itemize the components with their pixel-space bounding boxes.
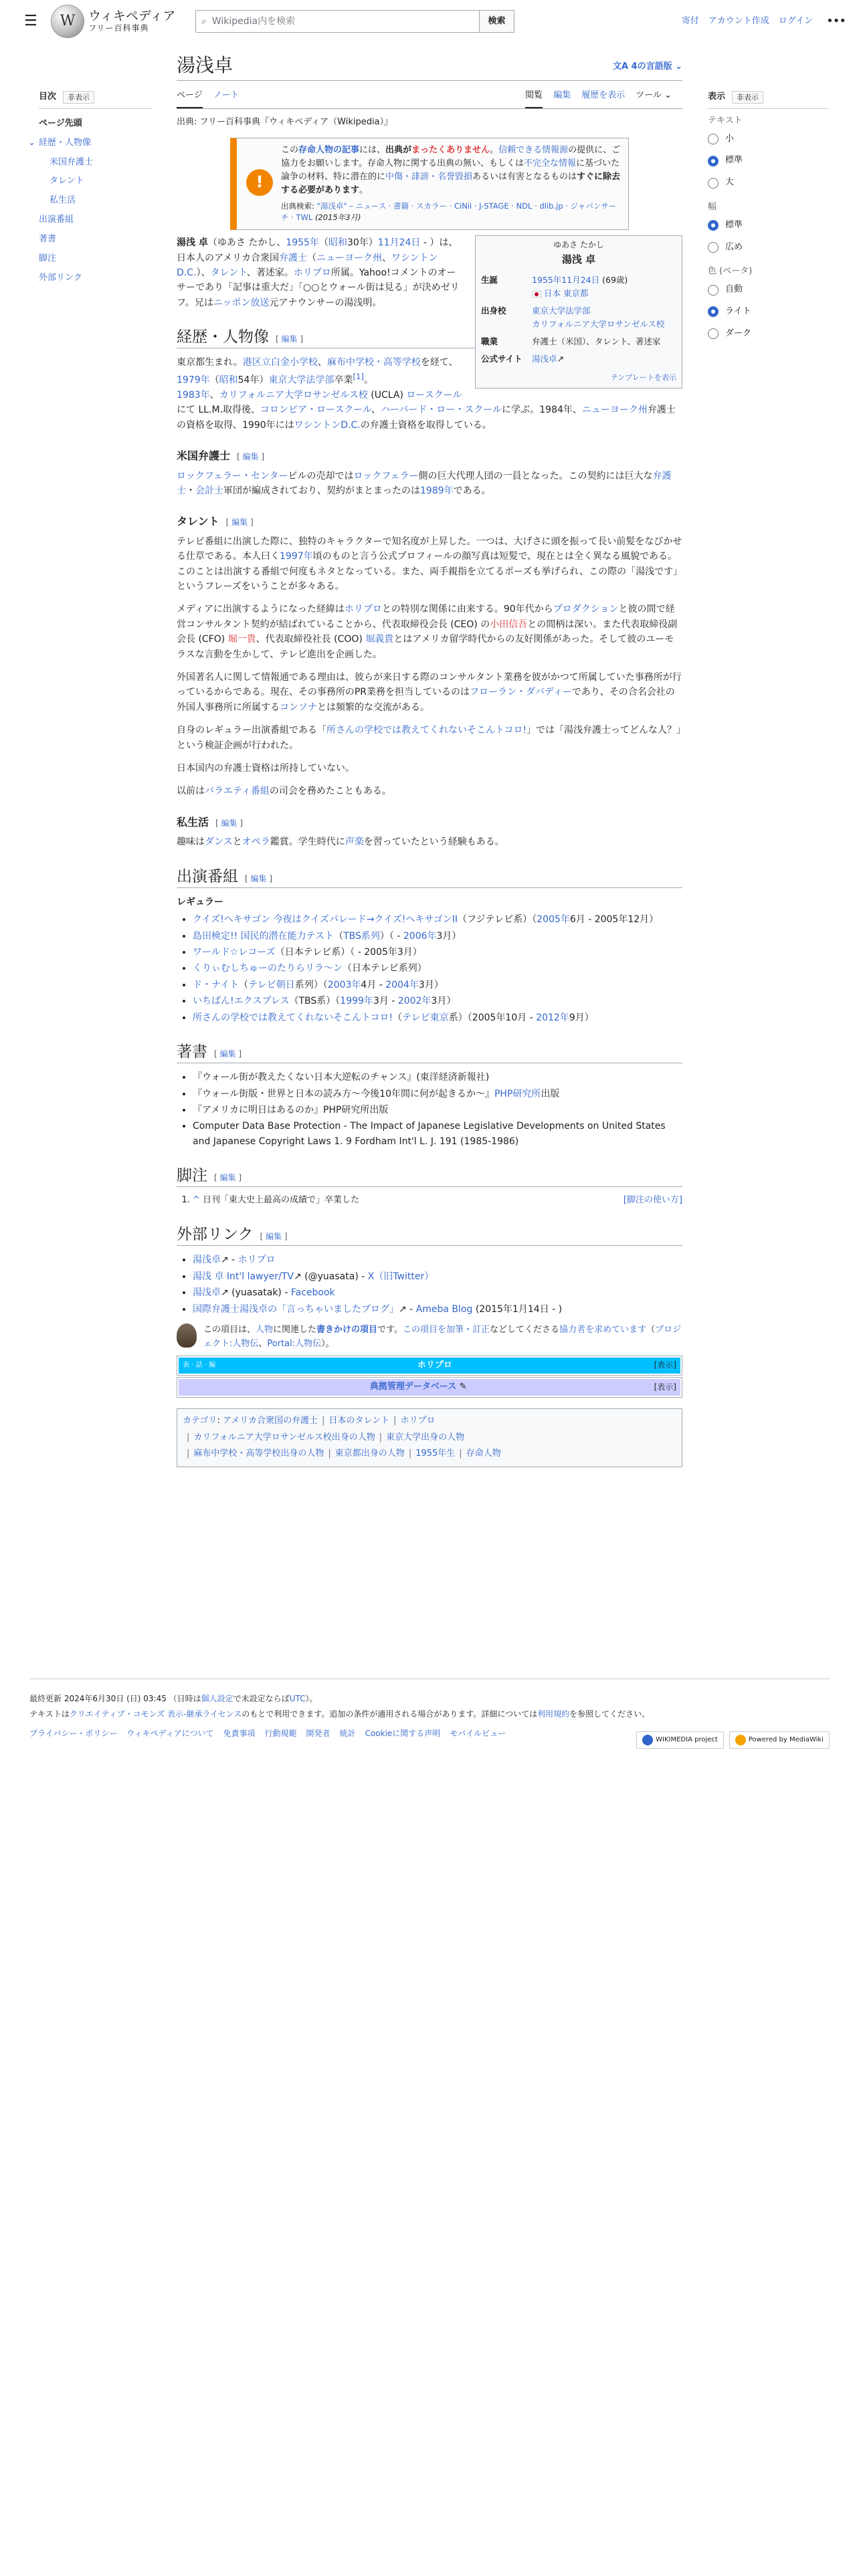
main-menu-icon[interactable]: ☰ [24, 13, 37, 30]
source-search: 出典検索: "湯浅卓" – ニュース · 書籍 · スカラー · CiNii · J-STAGE · NDL · dlib.jp · ジャパンサーチ · TWL (2015年3月) [281, 201, 617, 223]
list-item: • ワールド☆レコーズ（日本テレビ系）（ - 2005年3月） [193, 945, 682, 960]
talent-paragraph-1: テレビ番組に出演した際に、独特のキャラクターで知名度が上昇した。一つは、大げさに頭を振って長い前髪をなびかせる仕草である。本人曰く1997年頃のものと言う公式プロフィールの顔写真は短髪で、現在とは全く異なる風貌である。このことは出演する番組で何度もネタとなっている。また、両手親指を立てるポーズも挙げられ、この際の「湯浅です」というフレーズをいうことが多々ある。 [177, 536, 682, 593]
color-group [708, 265, 828, 340]
list-item: • 国際弁護士湯浅卓の「言っちゃいましたブログ」↗ - Ameba Blog (2015年1月14日 - ) [193, 1302, 682, 1317]
footer-badges [636, 1731, 830, 1749]
appearance-panel [708, 90, 828, 352]
category-link[interactable]: 麻布中学校・高等学校出身の人物 [193, 1448, 324, 1459]
search-button[interactable]: 検索 [480, 10, 514, 33]
list-item: • 『ウォール街版・世界と日本の読み方〜今後10年間に何が起きるか〜』PHP研究所出版 [193, 1087, 682, 1101]
text-size-label: テキスト [708, 115, 743, 126]
color-light-radio[interactable]: ライト [708, 305, 828, 319]
source-line: 出典: フリー百科事典『ウィキペディア（Wikipedia）』 [177, 117, 393, 128]
mediawiki-badge[interactable]: Powered by MediaWiki [729, 1731, 830, 1749]
language-button[interactable]: 文A 4の言語版 ⌄ [612, 61, 682, 72]
toc-hide-button[interactable]: 非表示 [63, 91, 94, 104]
cookie-statement-link[interactable]: Cookieに関する声明 [365, 1728, 441, 1738]
category-link[interactable]: アメリカ合衆国の弁護士 [223, 1416, 318, 1426]
search-icon: ⌕ [201, 15, 207, 27]
toc-item-private[interactable]: 私生活 [50, 195, 76, 206]
edit-section-link[interactable]: [ 編集 ] [260, 1232, 288, 1242]
color-label: 色 (ベータ) [708, 266, 753, 277]
external-link-icon: ↗ [221, 1255, 229, 1266]
warning-text: この存命人物の記事には、出典がまったくありません。信頼できる情報源の提供に、ご協力をお願いします。存命人物に関する出典の無い、もしくは不完全な情報に基づいた論争の材料、特に潜在的に中傷・誹謗・名誉毀損あるいは有害となるものはすぐに除去する必要があります。 出典検索: "湯浅卓" – ニュース · 書籍 · スカラー · CiNii · J-STAGE · NDL · dlib.jp · ジャパンサーチ · TWL (2015年3月) [281, 144, 622, 224]
source-search-links[interactable]: "湯浅卓" – ニュース · 書籍 · スカラー · CiNii · J-STAGE · NDL · dlib.jp · ジャパンサーチ · TWL [281, 201, 617, 223]
section-heading-books: 著書 [ 編集 ] [177, 1041, 682, 1063]
toc-item-notes[interactable]: 脚注 [39, 253, 57, 264]
footnotes-list [193, 1194, 682, 1208]
section-heading-private: 私生活 [ 編集 ] [177, 815, 244, 829]
talent-paragraph-6: 以前はバラエティ番組の司会を務めたこともある。 [177, 786, 391, 797]
reference-link[interactable]: [1] [353, 371, 364, 381]
more-options-icon[interactable]: ••• [826, 13, 846, 28]
appearance-hide-button[interactable]: 非表示 [732, 91, 763, 104]
section-heading-links: 外部リンク [ 編集 ] [177, 1224, 682, 1246]
toc-item-top[interactable]: ページ先頭 [39, 118, 82, 128]
toc-item-career[interactable]: ⌄ 経歴・人物像 [28, 137, 92, 148]
navbox-authority [177, 1377, 682, 1398]
tab-page[interactable]: ページ [177, 86, 203, 108]
license-text: テキストはクリエイティブ・コモンズ 表示-継承ライセンスのもとで利用できます。追加の条件が適用される場合があります。詳細については利用規約を参照してください。 [29, 1709, 650, 1719]
edit-section-link[interactable]: [ 編集 ] [237, 451, 265, 461]
footnote-help-link[interactable]: [脚注の使い方] [623, 1195, 682, 1206]
shows-list [193, 912, 682, 1025]
tab-edit[interactable]: 編集 [553, 90, 571, 101]
category-link[interactable]: 存命人物 [466, 1448, 501, 1459]
globe-logo-icon: W [51, 5, 84, 38]
appearance-header [708, 90, 828, 109]
code-of-conduct-link[interactable]: 行動規範 [264, 1728, 297, 1738]
wordmark-tagline: フリー百科事典 [88, 23, 149, 33]
site-footer [29, 1679, 830, 1741]
radio-selected-icon[interactable] [708, 156, 719, 167]
tab-history[interactable]: 履歴を表示 [581, 90, 626, 101]
infobox-website: 公式サイト 湯浅卓↗ [481, 354, 564, 364]
toc-item-lawyer[interactable]: 米国弁護士 [50, 156, 94, 167]
toc-header [39, 90, 153, 109]
edit-section-link[interactable]: [ 編集 ] [245, 873, 273, 883]
tab-tools[interactable]: ツール ⌄ [636, 90, 672, 101]
section-heading-shows: 出演番組 [ 編集 ] [177, 866, 682, 888]
page-title: 湯浅卓 [177, 54, 233, 76]
toc-item-talent[interactable]: タレント [50, 176, 84, 187]
warning-box [230, 138, 629, 230]
talent-paragraph-2: メディアに出演するようになった経緯はホリプロとの特別な関係に由来する。90年代からプロダクションと彼の間で経営コンサルタント契約が結ばれていることから、代表取締役会長 (CEO) の小田信吾との間柄は深い。また代表取締役副会長 (CFO) 堀一貴、代表取締役社長 (COO) 堀義貴とはアメリカ留学時代からの友好関係があった。そして彼のユーモラスな言動を生かして、テレビ進出を企画した。 [177, 604, 678, 660]
chevron-down-icon[interactable]: ⌄ [28, 137, 35, 148]
toc-item-links[interactable]: 外部リンク [39, 272, 82, 283]
search-form [195, 10, 514, 33]
infobox-kana: ゆあさ たかし [553, 240, 604, 250]
list-item: • 所さんの学校では教えてくれないそこんトコロ!（テレビ東京系）（2005年10月 - 2012年9月） [193, 1010, 682, 1025]
create-account-link[interactable]: アカウント作成 [708, 15, 769, 26]
table-of-contents [28, 90, 153, 288]
living-person-link[interactable]: 存命人物の記事 [298, 144, 360, 155]
categories-label[interactable]: カテゴリ [183, 1416, 217, 1426]
language-icon: 文A [612, 61, 632, 72]
text-size-small-radio[interactable]: 小 [708, 132, 828, 146]
last-modified: 最終更新 2024年6月30日 (日) 03:45 （日時は個人設定で未設定ならばUTC）。 [29, 1694, 318, 1703]
defamation-link[interactable]: 中傷・誹謗・名誉毀損 [385, 172, 473, 183]
footnote-item: 1. ^ 日刊「東大史上最高の成績で」卒業した [脚注の使い方] [193, 1194, 682, 1208]
list-item: • 湯浅 卓 Int'l lawyer/TV↗ (@yuasata) - X（旧Twitter） [193, 1269, 682, 1284]
list-item: • 湯浅卓↗ - ホリプロ [193, 1253, 682, 1267]
privacy-link[interactable]: プライバシー・ポリシー [29, 1728, 118, 1738]
list-item: • ド・ナイト（テレビ朝日系列）（2003年4月 - 2004年3月） [193, 978, 682, 992]
user-links [682, 12, 846, 31]
navbox-show-button[interactable]: [表示] [654, 1360, 676, 1370]
section-heading-talent: タレント [ 編集 ] [177, 515, 254, 528]
edit-section-link[interactable]: [ 編集 ] [214, 1173, 242, 1183]
talent-paragraph-3: 外国著名人に関して情報通である理由は、彼らが来日する際のコンサルタント業務を彼がかつて所属していた事務所が行っているからである。現在、その事務所のPR業務を担当しているのはフローラン・ダバディーであり、その合名会社の外国人事務所に所属するコンソナとは頻繁的な交流がある。 [177, 672, 682, 713]
radio-selected-icon[interactable] [708, 306, 719, 317]
reliable-source-link[interactable]: 信頼できる情報源 [498, 144, 569, 155]
category-links: カテゴリ: アメリカ合衆国の弁護士 | 日本のタレント | ホリプロ | カリフォルニア大学ロサンゼルス校出身の人物 | 東京大学出身の人物 | 麻布中学校・高等学校出身の人物 | 東京都出身の人物 | 1955年生 | 存命人物 [177, 1408, 682, 1467]
section-heading-notes: 脚注 [ 編集 ] [177, 1165, 682, 1187]
width-standard-radio[interactable]: 標準 [708, 219, 828, 233]
external-link-icon: ↗ [557, 354, 564, 364]
main-content [177, 53, 682, 1467]
talent-paragraph-4: 自身のレギュラー出演番組である「所さんの学校では教えてくれないそこんトコロ!」では「湯浅弁護士ってどんな人？」という検証企画が行われた。 [177, 725, 682, 751]
title-row [177, 53, 682, 81]
about-link[interactable]: ウィキペディアについて [126, 1728, 214, 1738]
footnote-backlink[interactable]: ^ [193, 1195, 200, 1206]
external-links-list [193, 1253, 682, 1317]
person-stub-icon [177, 1323, 197, 1348]
color-dark-radio[interactable]: ダーク [708, 327, 828, 341]
tab-talk[interactable]: ノート [213, 90, 240, 101]
private-paragraph: 趣味はダンスとオペラ鑑賞。学生時代に声楽を習っていたという経験もある。 [177, 837, 504, 848]
radio-selected-icon[interactable] [708, 220, 719, 231]
radio-icon[interactable] [708, 134, 719, 144]
infobox-name: 湯浅 卓 [561, 253, 596, 266]
books-list [193, 1070, 682, 1149]
site-header [0, 0, 859, 43]
edit-section-link[interactable]: [ 編集 ] [214, 1049, 242, 1059]
statistics-link[interactable]: 統計 [339, 1728, 356, 1738]
page-tabs [177, 86, 682, 109]
navbox-horipro-title: 表 · 話 · 編 ホリプロ [表示] [179, 1358, 680, 1374]
incomplete-info-link[interactable]: 不完全な情報 [523, 158, 576, 169]
category-link[interactable]: 東京都出身の人物 [335, 1448, 405, 1459]
category-link[interactable]: カリフォルニア大学ロサンゼルス校出身の人物 [193, 1432, 375, 1442]
list-item: • 湯浅卓↗ (yuasatak) - Facebook [193, 1285, 682, 1300]
wikimedia-badge[interactable]: WIKIMEDIA project [636, 1731, 724, 1749]
lawyer-paragraph: ロックフェラー・センタービルの売却ではロックフェラー側の巨大代理人団の一員となった。この契約には巨大な弁護士・会計士軍団が編成されており、契約がまとまったのは1989年である。 [177, 470, 672, 496]
regular-subheading: レギュラー [177, 896, 223, 907]
warning-icon: ! [246, 169, 273, 196]
list-item: • 島田検定!! 国民的潜在能力テスト（TBS系列）（ - 2006年3月） [193, 929, 682, 944]
category-link[interactable]: 東京大学出身の人物 [386, 1432, 465, 1442]
mediawiki-logo-icon [735, 1735, 746, 1745]
navbox-tools[interactable]: 表 · 話 · 編 [183, 1361, 216, 1369]
search-input[interactable] [195, 10, 480, 33]
stub-text: この項目は、人物に関連した書きかけの項目です。この項目を加筆・訂正などしてくださる協力者を求めています（プロジェクト:人物伝、Portal:人物伝）。 [203, 1324, 682, 1349]
section-heading-lawyer: 米国弁護士 [ 編集 ] [177, 449, 265, 462]
wikipedia-logo[interactable] [51, 5, 185, 38]
list-item: • クイズ!ヘキサゴン 今夜はクイズパレード→クイズ!ヘキサゴンII（フジテレビ系）（2005年6月 - 2005年12月） [193, 912, 682, 927]
text-size-group [708, 114, 828, 190]
edit-section-link[interactable]: [ 編集 ] [276, 334, 304, 344]
wordmark [88, 9, 175, 33]
external-link-icon: ↗ [221, 1287, 229, 1299]
developers-link[interactable]: 開発者 [306, 1728, 330, 1738]
edit-section-link[interactable]: [ 編集 ] [225, 518, 254, 528]
wordmark-title: ウィキペディア [88, 9, 176, 24]
section-heading-career: 経歴・人物像 [ 編集 ] [177, 326, 682, 348]
radio-icon[interactable] [708, 328, 719, 339]
category-link[interactable]: ホリプロ [400, 1416, 436, 1426]
talent-paragraph-5: 日本国内の弁護士資格は所持していない。 [177, 762, 355, 774]
list-item: • 『ウォール街が教えたくない日本大逆転のチャンス』(東洋経済新報社) [193, 1070, 682, 1085]
text-size-standard-radio[interactable]: 標準 [708, 154, 828, 168]
infobox [475, 235, 682, 389]
intro-paragraph: 湯浅 卓（ゆあさ たかし、1955年（昭和30年）11月24日 - ）は、日本人のアメリカ合衆国弁護士（ニューヨーク州、ワシントンD.C.）、タレント、著述家。ホリプロ所属。Yahoo!コメントのオーサーであり「記事は重大だ」「○○とウォール街は見る」が決めゼリフ。兄はニッポン放送元アナウンサーの湯浅明。 [177, 237, 460, 308]
login-link[interactable]: ログイン [778, 15, 814, 26]
search-placeholder: Wikipedia内を検索 [211, 15, 296, 27]
text-size-large-radio[interactable]: 大 [708, 176, 828, 190]
radio-icon[interactable] [708, 178, 719, 189]
list-item: • Computer Data Base Protection - The Impact of Japanese Legislative Developments on United States and Japanese Copyright Laws 1. 9 Fordham Int'l L. J. 191 (1985-1986) [193, 1119, 682, 1149]
navbox-horipro [177, 1356, 682, 1376]
category-link[interactable]: 1955年生 [415, 1448, 456, 1459]
navbox-authority-title: 典拠管理データベース ✎ [表示] [179, 1379, 680, 1396]
width-wide-radio[interactable]: 広め [708, 241, 828, 255]
list-item: • いちばん!エクスプレス（TBS系）（1999年3月 - 2002年3月） [193, 994, 682, 1008]
radio-icon[interactable] [708, 285, 719, 296]
appearance-title: 表示 [708, 92, 726, 102]
tab-read[interactable]: 閲覧 [525, 86, 543, 108]
toc-item-shows[interactable]: 出演番組 [39, 215, 74, 225]
stub-notice [177, 1323, 682, 1352]
category-link[interactable]: 日本のタレント [328, 1416, 390, 1426]
color-auto-radio[interactable]: 自動 [708, 283, 828, 297]
width-label: 幅 [708, 201, 717, 212]
list-item: • 『アメリカに明日はあるのか』PHP研究所出版 [193, 1103, 682, 1117]
wikimedia-logo-icon [642, 1735, 653, 1745]
infobox-occupation: 職業 弁護士（米国）、タレント、著述家 [481, 336, 661, 347]
disclaimer-link[interactable]: 免責事項 [223, 1728, 256, 1738]
toc-item-books[interactable]: 著書 [39, 234, 57, 245]
navbox-show-button[interactable]: [表示] [654, 1382, 676, 1392]
infobox-alma-mater: 出身校 東京大学法学部 カリフォルニア大学ロサンゼルス校 [481, 306, 665, 330]
career-paragraph: 東京都生まれ。港区立白金小学校、麻布中学校・高等学校を経て、1979年（昭和54年）東京大学法学部卒業[1]。 1983年、カリフォルニア大学ロサンゼルス校 (UCLA) ロースクールにて LL.M.取得後、コロンビア・ロースクール、ハーバード・ロー・スクールに学ぶ。1984年、ニューヨーク州弁護士の資格を取得、1990年にはワシントンD.C.の弁護士資格を取得している。 [177, 357, 676, 431]
edit-pencil-icon[interactable]: ✎ [459, 1382, 467, 1392]
external-link-icon: ↗ [294, 1271, 302, 1282]
mobile-view-link[interactable]: モバイルビュー [450, 1728, 506, 1738]
toc-title: 目次 [39, 92, 57, 102]
infobox-born: 生誕 1955年11月24日 (69歳) 日本 東京都 [481, 275, 628, 299]
donate-link[interactable]: 寄付 [681, 15, 699, 26]
radio-icon[interactable] [708, 242, 719, 253]
external-link-icon: ↗ [399, 1303, 407, 1315]
edit-section-link[interactable]: [ 編集 ] [215, 818, 244, 828]
list-item: • くりぃむしちゅーのたりらリラ〜ン（日本テレビ系列） [193, 961, 682, 976]
width-group [708, 201, 828, 254]
japan-flag-icon [532, 291, 541, 298]
template-link: テンプレートを表示 [610, 373, 676, 383]
